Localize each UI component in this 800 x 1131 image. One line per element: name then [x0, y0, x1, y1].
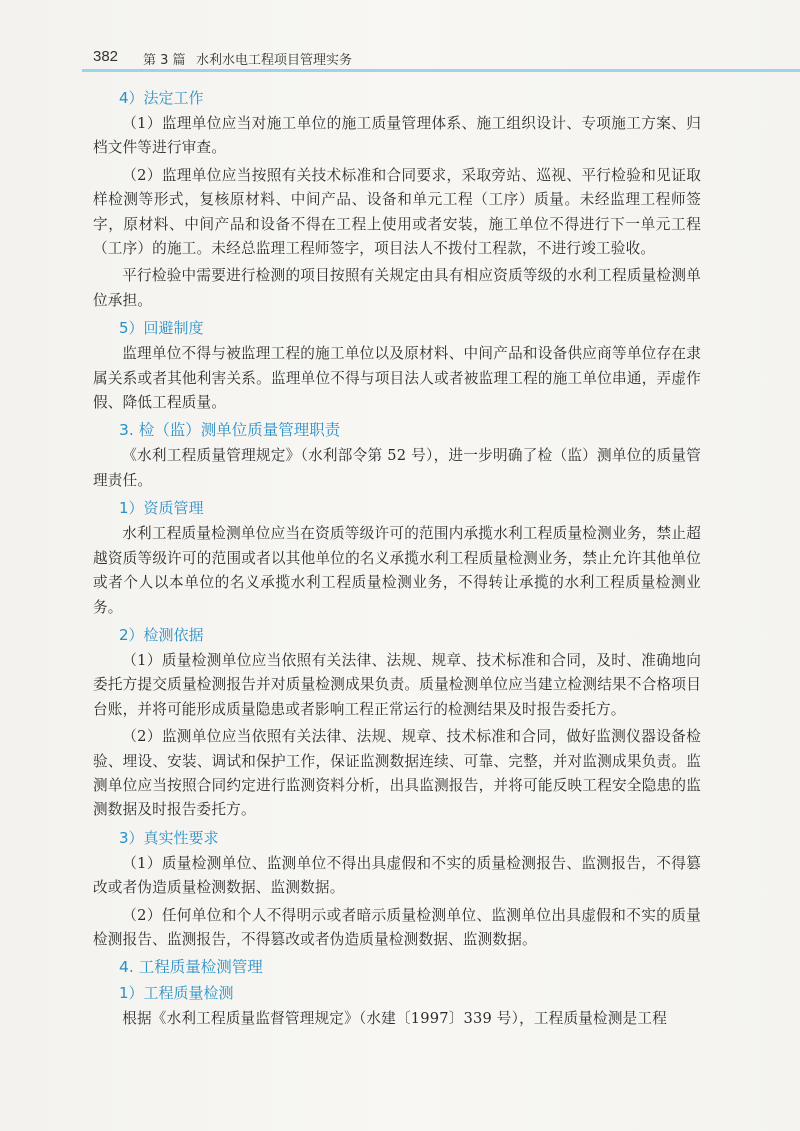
paragraph: （1）质量检测单位、监测单位不得出具虚假和不实的质量检测报告、监测报告，不得篡改或者伪造质量检测数据、监测数据。 — [93, 854, 701, 897]
header-rule — [82, 69, 800, 72]
paragraph: 监理单位不得与被监理工程的施工单位以及原材料、中间产品和设备供应商等单位存在隶属关系或者其他利害关系。监理单位不得与项目法人或者被监理工程的施工单位串通，弄虚作假、降低工程质量。 — [93, 345, 701, 412]
heading-testing-basis: 2）检测依据 — [119, 625, 204, 644]
part-label: 第 3 篇 — [143, 53, 186, 68]
paragraph: （2）监理单位应当按照有关技术标准和合同要求，采取旁站、巡视、平行检验和见证取样检测等形式，复核原材料、中间产品、设备和单元工程（工序）质量。未经监理工程师签字，原材料、中间产品和设备不得在工程上使用或者安装，施工单位不得进行下一单元工程（工序）的施工。未经总监理工程师签字，项目法人不拨付工程款，不进行竣工验收。 — [93, 166, 701, 258]
heading-quality-testing: 1）工程质量检测 — [119, 984, 234, 1003]
paragraph: （1）监理单位应当对施工单位的施工质量管理体系、施工组织设计、专项施工方案、归档文件等进行审查。 — [93, 115, 701, 157]
book-title: 水利水电工程项目管理实务 — [196, 53, 353, 68]
paragraph: 《水利工程质量管理规定》（水利部令第 52 号），进一步明确了检（监）测单位的质量管理责任。 — [93, 447, 701, 489]
heading-avoidance: 5）回避制度 — [119, 319, 204, 338]
paragraph: 根据《水利工程质量监督管理规定》（水建〔1997〕339 号），工程质量检测是工程 — [122, 1010, 668, 1028]
heading-legal-work: 4）法定工作 — [119, 89, 204, 107]
paragraph: （2）监测单位应当依照有关法律、法规、规章、技术标准和合同，做好监测仪器设备检验、埋设、安装、调试和保护工作，保证监测数据连续、可靠、完整，并对监测成果负责。监测单位应当按照合同约定进行监测资料分析，出具监测报告，并将可能反映工程安全隐患的监测数据及时报告委托方。 — [93, 728, 701, 819]
page-number: 382 — [93, 48, 119, 65]
heading-section-3: 3. 检（监）测单位质量管理职责 — [119, 421, 341, 440]
running-header — [0, 44, 800, 70]
paragraph: （2）任何单位和个人不得明示或者暗示质量检测单位、监测单位出具虚假和不实的质量检测报告、监测报告，不得篡改或者伪造质量检测数据、监测数据。 — [93, 906, 701, 948]
body-text — [93, 84, 701, 1035]
heading-section-4: 4. 工程质量检测管理 — [119, 958, 263, 977]
heading-authenticity: 3）真实性要求 — [119, 828, 219, 847]
heading-qualification: 1）资质管理 — [119, 499, 204, 518]
paragraph: 平行检验中需要进行检测的项目按照有关规定由具有相应资质等级的水利工程质量检测单位承担。 — [93, 267, 701, 309]
paragraph: （1）质量检测单位应当依照有关法律、法规、规章、技术标准和合同，及时、准确地向委托方提交质量检测报告并对质量检测成果负责。质量检测单位应当建立检测结果不合格项目台账，并将可能形成质量隐患或者影响工程正常运行的检测结果及时报告委托方。 — [93, 651, 701, 718]
paragraph: 水利工程质量检测单位应当在资质等级许可的范围内承揽水利工程质量检测业务，禁止超越资质等级许可的范围或者以其他单位的名义承揽水利工程质量检测业务，禁止允许其他单位或者个人以本单位的名义承揽水利工程质量检测业务，不得转让承揽的水利工程质量检测业务。 — [93, 525, 701, 616]
